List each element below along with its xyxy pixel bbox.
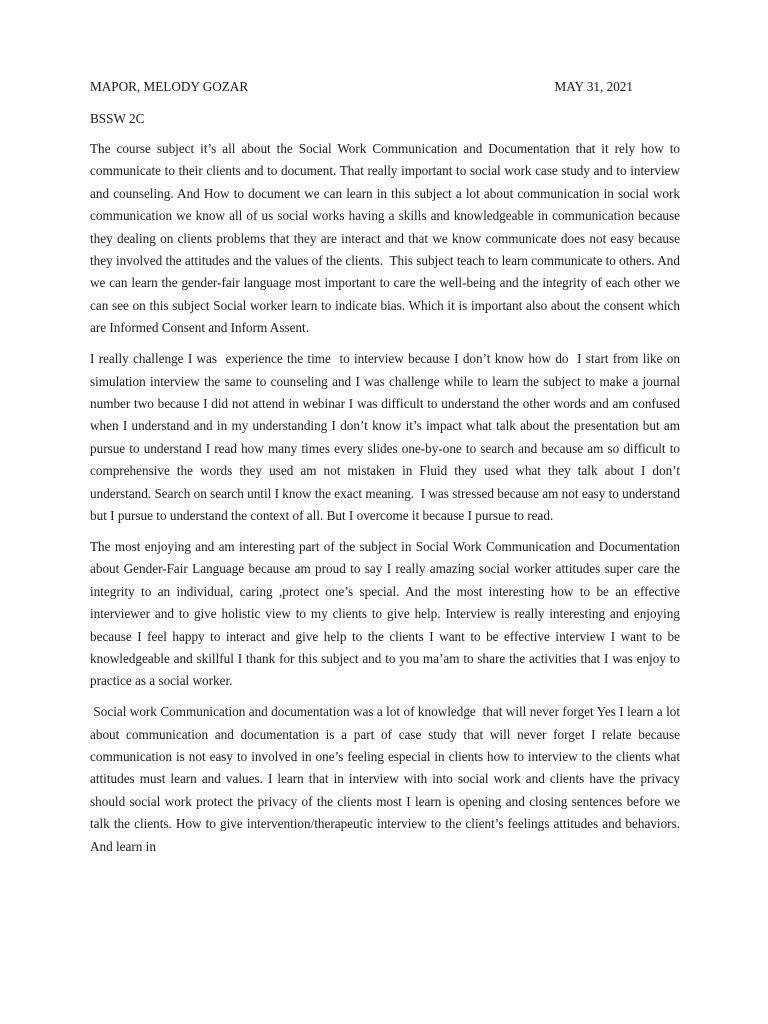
paragraph-4: Social work Communication and documentation was a lot of knowledge that will never forget Yes I learn a lot about communication and documentation is a part of case study that will never forget I relate because communication is not easy to involved in one’s feeling especial in clients how to interview to the clients what attitudes must learn and values. I learn that in interview with into social work and clients have the privacy should social work protect the privacy of the clients most I learn is opening and closing sentences before we talk the clients. How to give intervention/therapeutic interview to the client’s feelings attitudes and behaviors. And learn in [90, 704, 684, 854]
header-row [90, 78, 680, 96]
section-label: BSSW 2C [90, 111, 145, 126]
paragraph-3: The most enjoying and am interesting part of the subject in Social Work Communication and Documentation about Gender-Fair Language because am proud to say I really amazing social worker attitudes super care the integrity to an individual, caring ,protect one’s special. And the most interesting how to be an effective interviewer and to give holistic view to my clients to give help. Interview is really interesting and enjoying because I feel happy to interact and give help to the clients I want to be effective interview I want to be knowledgeable and skillful I thank for this subject and to you ma’am to share the activities that I was enjoy to practice as a social worker. [90, 538, 684, 689]
document-page [90, 78, 684, 867]
paragraph-1: The course subject it’s all about the Social Work Communication and Documentation that it rely how to communicate to their clients and to document. That really important to social work case study and to interview and counseling. And How to document we can learn in this subject a lot about communication in social work communication we know all of us social works having a skills and knowledgeable in communication because they dealing on clients problems that they are interact and that we know communicate does not easy because they involved the attitudes and the values of the clients. This subject teach to learn communicate to others. And we can learn the gender-fair language most important to care the well-being and the integrity of each other we can see on this subject Social worker learn to indicate bias. Which it is important also about the consent which are Informed Consent and Inform Assent. [90, 141, 684, 336]
student-name: MAPOR, MELODY GOZAR [90, 79, 249, 94]
paragraph-2: I really challenge I was experience the time to interview because I don’t know how do I start from like on simulation interview the same to counseling and I was challenge while to learn the subject to make a journal number two because I did not attend in webinar I was difficult to understand the other words and am confused when I understand and in my understanding I don’t know it’s impact what talk about the presentation but am pursue to understand I read how many times every slides one-by-one to search and because am so difficult to comprehensive the words they used am not mistaken in Fluid they used what they talk about I don’t understand. Search on search until I know the exact meaning. I was stressed because am not easy to understand but I pursue to understand the context of all. But I overcome it because I pursue to read. [90, 351, 684, 523]
document-date: MAY 31, 2021 [554, 79, 633, 94]
